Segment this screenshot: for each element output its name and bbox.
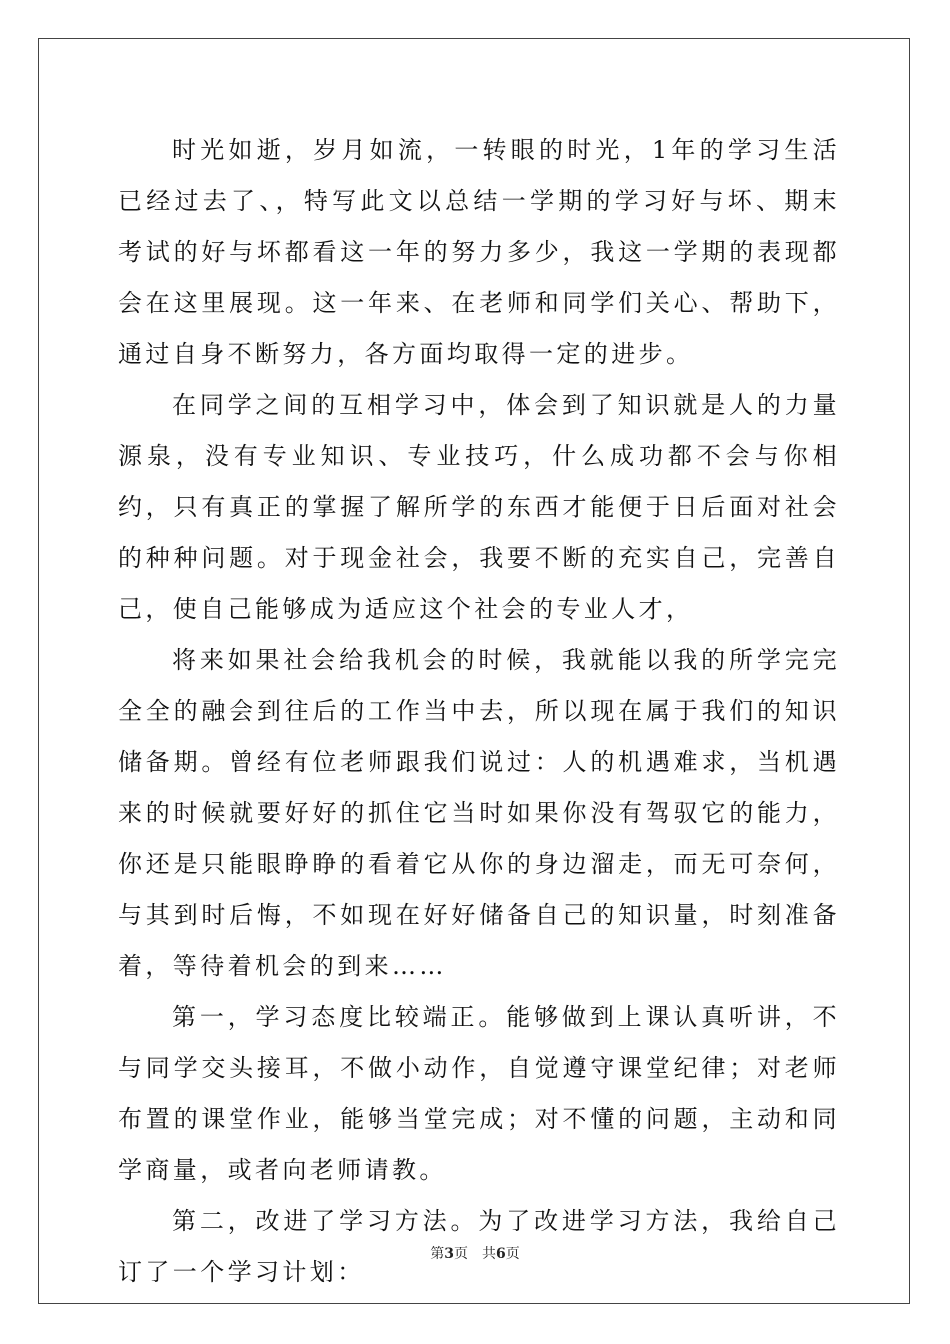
footer-page-prefix: 第	[430, 1246, 445, 1262]
document-body	[118, 125, 840, 1298]
footer-page-current: 3	[444, 1246, 454, 1262]
page-footer	[0, 1244, 950, 1264]
paragraph-4: 第一，学习态度比较端正。能够做到上课认真听讲，不与同学交头接耳，不做小动作，自觉遵守课堂纪律；对老师布置的课堂作业，能够当堂完成；对不懂的问题，主动和同学商量，或者向老师请教。	[118, 1003, 840, 1184]
paragraph-5: 第二，改进了学习方法。为了改进学习方法，我给自己订了一个学习计划：	[118, 1207, 840, 1286]
footer-page-total: 6	[496, 1246, 506, 1262]
paragraph-2: 在同学之间的互相学习中，体会到了知识就是人的力量源泉，没有专业知识、专业技巧，什么成功都不会与你相约，只有真正的掌握了解所学的东西才能便于日后面对社会的种种问题。对于现金社会，我要不断的充实自己，完善自己，使自己能够成为适应这个社会的专业人才，	[118, 391, 840, 623]
paragraph-1: 时光如逝，岁月如流，一转眼的时光，1年的学习生活已经过去了、，特写此文以总结一学期的学习好与坏、期末考试的好与坏都看这一年的努力多少，我这一学期的表现都会在这里展现。这一年来、在老师和同学们关心、帮助下，通过自身不断努力，各方面均取得一定的进步。	[118, 136, 840, 368]
footer-page-suffix: 页	[454, 1246, 468, 1262]
paragraph-3: 将来如果社会给我机会的时候，我就能以我的所学完完全全的融会到往后的工作当中去，所以现在属于我们的知识储备期。曾经有位老师跟我们说过：人的机遇难求，当机遇来的时候就要好好的抓住它当时如果你没有驾驭它的能力，你还是只能眼睁睁的看着它从你的身边溜走，而无可奈何，与其到时后悔，不如现在好好储备自己的知识量，时刻准备着，等待着机会的到来……	[118, 646, 840, 980]
footer-total-suffix: 页	[505, 1246, 520, 1262]
footer-total-prefix: 共	[482, 1246, 496, 1262]
